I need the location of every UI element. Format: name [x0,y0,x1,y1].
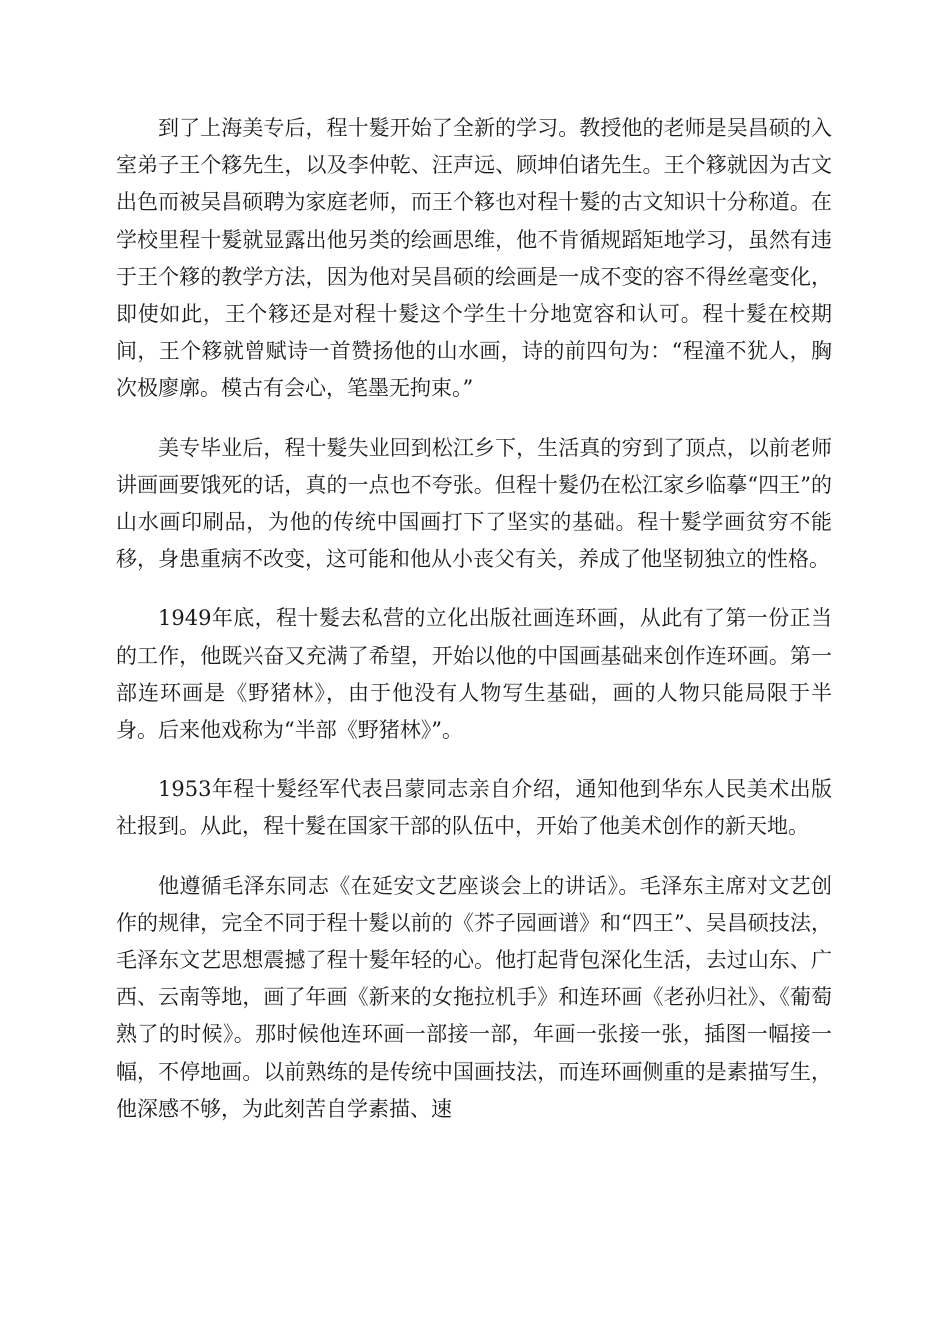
paragraph-1949: 1949年底，程十髮去私营的立化出版社画连环画，从此有了第一份正当的工作，他既兴奋又充满了希望，开始以他的中国画基础来创作连环画。第一部连环画是《野猪林》，由于他没有人物写生基础，画的人物只能局限于半身。后来他戏称为“半部《野猪林》”。 [116,606,832,743]
paragraph-yanan-talks: 他遵循毛泽东同志《在延安文艺座谈会上的讲话》。毛泽东主席对文艺创作的规律，完全不同于程十髮以前的《芥子园画谱》和“四王”、吴昌硕技法，毛泽东文艺思想震撼了程十髮年轻的心。他打起背包深化生活，去过山东、广西、云南等地，画了年画《新来的女拖拉机手》和连环画《老孙归社》、《葡萄熟了的时候》。那时候他连环画一部接一部，年画一张接一张，插图一幅接一幅，不停地画。以前熟练的是传统中国画技法，而连环画侧重的是素描写生，他深感不够，为此刻苦自学素描、速 [116,873,832,1121]
paragraph-shanghai-art-school: 到了上海美专后，程十髮开始了全新的学习。教授他的老师是吴昌硕的入室弟子王个簃先生，以及李仲乾、汪声远、顾坤伯诸先生。王个簃就因为古文出色而被吴昌硕聘为家庭老师，而王个簃也对程十髮的古文知识十分称道。在学校里程十髮就显露出他另类的绘画思维，他不肯循规蹈矩地学习，虽然有违于王个簃的教学方法，因为他对吴昌硕的绘画是一成不变的容不得丝毫变化，即使如此，王个簃还是对程十髮这个学生十分地宽容和认可。程十髮在校期间，王个簃就曾赋诗一首赞扬他的山水画，诗的前四句为：“程潼不犹人，胸次极廖廓。模古有会心，笔墨无拘束。” [116,116,832,401]
document-body [116,110,832,1150]
paragraph-1953: 1953年程十髮经军代表吕蒙同志亲自介绍，通知他到华东人民美术出版社报到。从此，程十髮在国家干部的队伍中，开始了他美术创作的新天地。 [116,777,832,839]
paragraph-after-graduation: 美专毕业后，程十髮失业回到松江乡下，生活真的穷到了顶点，以前老师讲画画要饿死的话，真的一点也不夸张。但程十髮仍在松江家乡临摹“四王”的山水画印刷品，为他的传统中国画打下了坚实的基础。程十髮学画贫穷不能移，身患重病不改变，这可能和他从小丧父有关，养成了他坚韧独立的性格。 [116,435,832,572]
